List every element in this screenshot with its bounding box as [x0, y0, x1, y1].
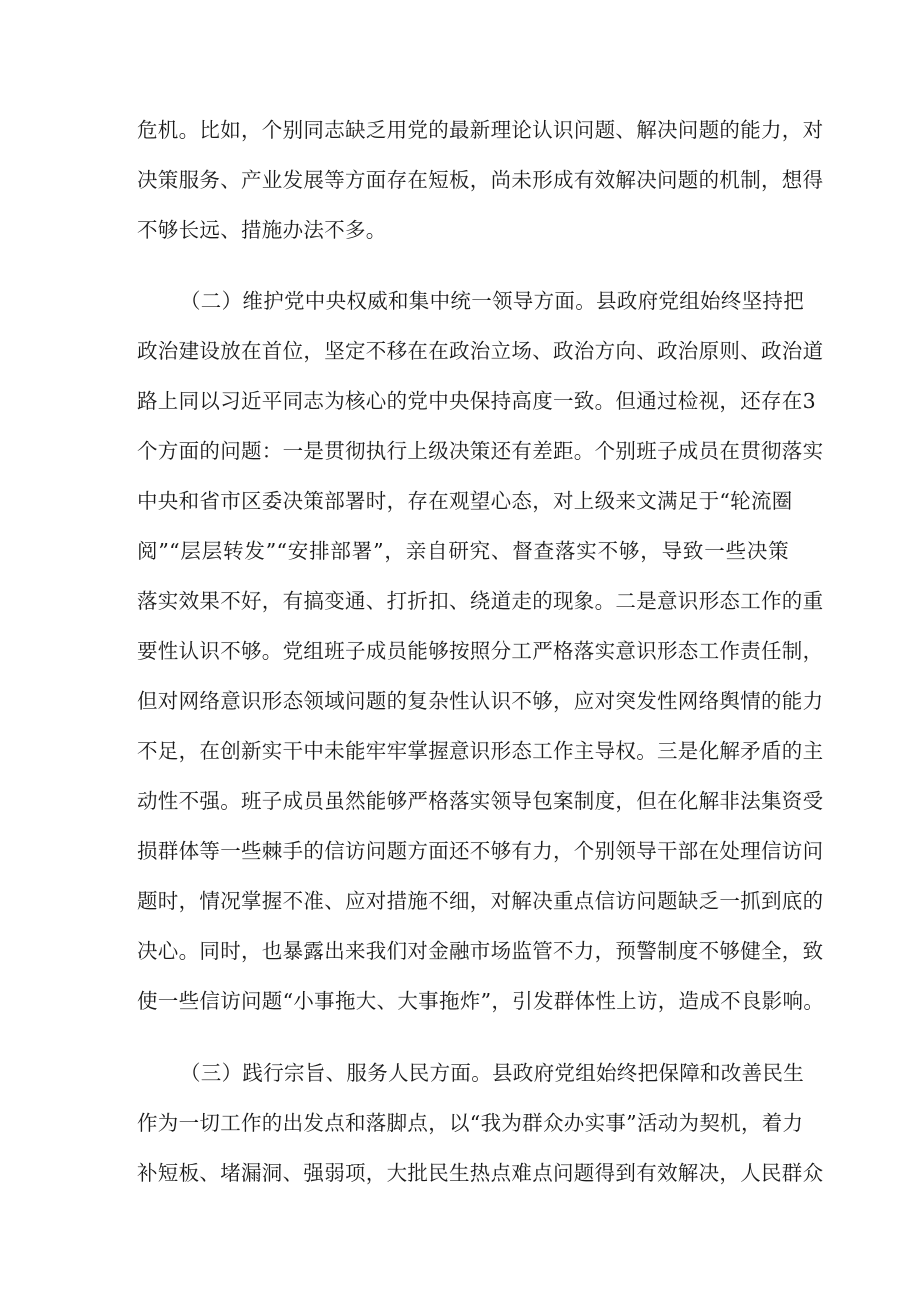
text-line: 但对网络意识形态领域问题的复杂性认识不够，应对突发性网络舆情的能力 [137, 689, 824, 713]
text-line: 中央和省市区委决策部署时，存在观望心态，对上级来文满足于“轮流圈 [137, 489, 793, 513]
section-heading-line: （二）维护党中央权威和集中统一领导方面。县政府党组始终坚持把 [180, 289, 804, 313]
text-line: 政治建设放在首位，坚定不移在在政治立场、政治方向、政治原则、政治道 [137, 339, 824, 363]
text-line: 题时，情况掌握不准、应对措施不细，对解决重点信访问题缺乏一抓到底的 [137, 889, 824, 913]
section-heading-line: （三）践行宗旨、服务人民方面。县政府党组始终把保障和改善民生 [180, 1061, 804, 1085]
text-line: 危机。比如，个别同志缺乏用党的最新理论认识问题、解决问题的能力，对 [137, 118, 824, 142]
text-line: 决策服务、产业发展等方面存在短板，尚未形成有效解决问题的机制，想得 [137, 168, 824, 192]
text-line: 不够长远、措施办法不多。 [137, 218, 387, 242]
text-line: 损群体等一些棘手的信访问题方面还不够有力，个别领导干部在处理信访问 [137, 839, 824, 863]
text-line: 要性认识不够。党组班子成员能够按照分工严格落实意识形态工作责任制， [137, 639, 824, 663]
text-line: 使一些信访问题“小事拖大、大事拖炸”，引发群体性上访，造成不良影响。 [137, 989, 825, 1013]
text-line: 作为一切工作的出发点和落脚点，以“我为群众办实事”活动为契机，着力 [137, 1111, 804, 1135]
text-line: 动性不强。班子成员虽然能够严格落实领导包案制度，但在化解非法集资受 [137, 789, 824, 813]
text-line: 决心。同时，也暴露出来我们对金融市场监管不力，预警制度不够健全，致 [137, 939, 824, 963]
text-line: 补短板、堵漏洞、强弱项，大批民生热点难点问题得到有效解决，人民群众 [137, 1161, 824, 1185]
text-line: 个方面的问题：一是贯彻执行上级决策还有差距。个别班子成员在贯彻落实 [137, 439, 824, 463]
text-line: 阅”“层层转发”“安排部署”，亲自研究、督查落实不够，导致一些决策 [137, 539, 789, 563]
text-line: 落实效果不好，有搞变通、打折扣、绕道走的现象。二是意识形态工作的重 [137, 589, 824, 613]
text-line: 路上同以习近平同志为核心的党中央保持高度一致。但通过检视，还存在3 [137, 389, 816, 413]
text-line: 不足，在创新实干中未能牢牢掌握意识形态工作主导权。三是化解矛盾的主 [137, 739, 824, 763]
